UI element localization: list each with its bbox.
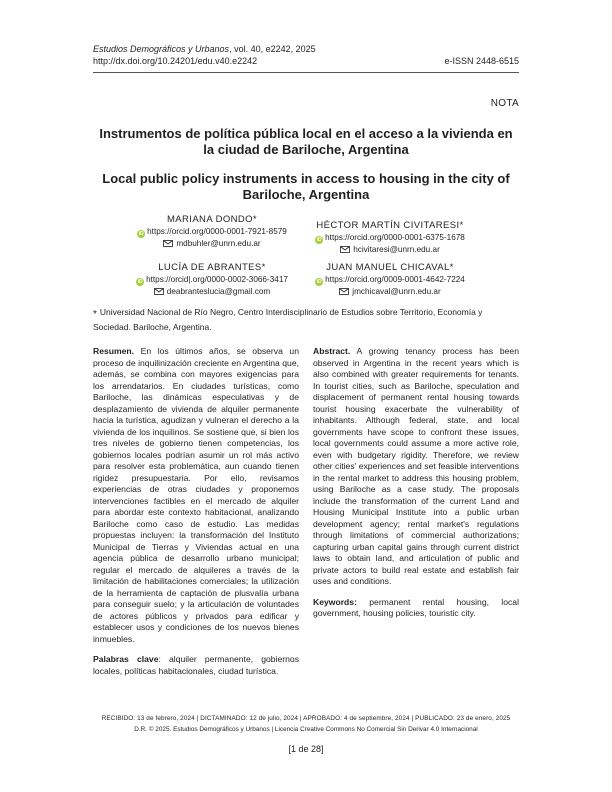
keywords-text: permanent rental housing, local government, housing policies, touristic city. — [313, 596, 519, 618]
affiliation-mark: * — [93, 309, 97, 320]
orcid-icon: iD — [316, 279, 322, 285]
journal-citation — [93, 44, 316, 55]
resumen-label: Resumen. — [93, 346, 135, 356]
email-link[interactable]: hcivitaresi@unrn.edu.ar — [353, 245, 440, 254]
orcid-link[interactable]: https://orcid.org/0000-0001-6375-1678 — [325, 233, 465, 242]
journal-volume: , vol. 40, e2242, 2025 — [229, 44, 316, 54]
author-block — [290, 262, 490, 297]
email-icon — [163, 240, 173, 247]
abstract-paragraph — [313, 346, 519, 588]
orcid-link[interactable]: https://orcid.org/0009-0001-4642-7224 — [325, 275, 465, 284]
author-block — [112, 262, 312, 297]
author-block — [112, 214, 312, 249]
palabras-clave-text: : alquiler permanente, gobiernos locales, políticas habitacionales, ciudad turística. — [93, 654, 299, 676]
doi-link[interactable]: http://dx.doi.org/10.24201/edu.v40.e2242 — [93, 56, 258, 66]
keywords-label: Keywords: — [313, 596, 357, 607]
orcid-icon: iD — [316, 237, 322, 243]
title-spanish: Instrumentos de política pública local en el acceso a la vivienda en la ciudad de Bariloche, Argentina — [99, 126, 513, 157]
header-rule — [93, 72, 519, 73]
abstract-label: Abstract. — [313, 346, 351, 356]
email-link[interactable]: deabranteslucia@gmail.com — [166, 287, 271, 296]
publication-dates: RECIBIDO: 13 de febrero, 2024 | DICTAMINADO: 12 de julio, 2024 | APROBADO: 4 de septiembre, 2024 | PUBLICADO: 23 de enero, 2025 — [101, 715, 511, 722]
author-name: JUAN MANUEL CHICAVAL* — [326, 262, 454, 273]
author-name: LUCÍA DE ABRANTES* — [158, 262, 266, 273]
affiliation — [93, 306, 519, 333]
title-english: Local public policy instruments in access to housing in the city of Bariloche, Argentina — [102, 171, 510, 202]
issn: e-ISSN 2448-6515 — [444, 56, 519, 66]
author-block — [290, 220, 490, 255]
email-link[interactable]: mdbuhler@unrn.edu.ar — [176, 239, 261, 248]
orcid-link[interactable]: https://orcid.org/0000-0001-7921-8579 — [147, 227, 287, 236]
email-icon — [339, 288, 349, 295]
email-link[interactable]: jmchicaval@unrn.edu.ar — [352, 287, 441, 296]
palabras-clave-paragraph — [93, 654, 299, 677]
journal-name: Estudios Demográficos y Urbanos — [93, 44, 230, 54]
email-icon — [154, 288, 164, 295]
affiliation-text: Universidad Nacional de Río Negro, Centro Interdisciplinario de Estudios sobre Territorio, Economía y Sociedad. Bariloche, Argentina. — [93, 307, 483, 332]
email-icon — [340, 246, 350, 253]
orcid-icon: iD — [138, 231, 144, 237]
spanish-abstract-column — [93, 346, 299, 677]
orcid-icon: iD — [137, 279, 143, 285]
palabras-clave-label: Palabras clave — [93, 654, 159, 664]
page-number: [1 de 28] — [288, 744, 324, 754]
resumen-text: En los últimos años, se observa un proceso de inquilinización creciente en Argentina que, además, se combina con mayores exigencias para los arrendatarios. En ciudades turísticas, como Bariloche, las dinámicas especulativas y de desplazamiento de vivienda de alquiler permanente hacia la turística, agudizan y vulneran el derecho a la vivienda de los inquilinos. Se sostiene que, si bien los tres niveles de gobierno tienen competencias, los gobiernos locales podrían asumir un rol más activo para resolver esta problemática, aun cuando tienen rigidez presupuestaria. Por ello, revisamos experiencias de otras ciudades y proponemos intervenciones factibles en el mercado de alquiler para abordar este contexto habitacional, analizando Bariloche como caso de estudio. Las medidas propuestas incluyen: la transformación del Instituto Municipal de Tierras y Viviendas actual en una agencia pública de desarrollo urbano municipal; regular el mercado de alquileres a través de la limitación de habilitaciones comerciales; la utilización de la herramienta de captación de plusvalía urbana para conseguir suelo; y la articulación de voluntades de actores públicos y privados para edificar y establecer usos y condiciones de los nuevos bienes inmuebles. — [93, 346, 299, 644]
license-line: D.R. © 2025. Estudios Demográficos y Urbanos | Licencia Creative Commons No Comercial Sin Derivar 4.0 Internacional — [134, 726, 478, 733]
english-abstract-column — [313, 346, 519, 620]
keywords-paragraph — [313, 597, 519, 620]
author-name: HÉCTOR MARTÍN CIVITARESI* — [316, 220, 464, 231]
resumen-paragraph — [93, 346, 299, 645]
author-name: MARIANA DONDO* — [166, 214, 258, 225]
orcid-link[interactable]: https://orcid|.org/0000-0002-3066-3417 — [146, 275, 288, 284]
section-label: NOTA — [490, 98, 519, 109]
abstract-text: A growing tenancy process has been observed in Argentina in the recent years which is also combined with greater requirements for tenants. In tourist cities, such as Bariloche, speculation and displacement of permanent rental housing towards tourist housing exacerbate the vulnerability of inhabitants. Although federal, state, and local governments have scope to confront these issues, local governments could assume a more active role, even with budgetary rigidity. Therefore, we review other cities' experiences and set feasible interventions in the rental market to address this housing problem, using Bariloche as a case study. The proposals include the transformation of the current Land and Housing Municipal Institute into a public urban development agency; rental market's regulations through limitations of commercial authorizations; capturing urban capital gains through current district laws to obtain land, and articulation of public and private actors to build real estate and establish fair uses and conditions. — [313, 346, 519, 586]
